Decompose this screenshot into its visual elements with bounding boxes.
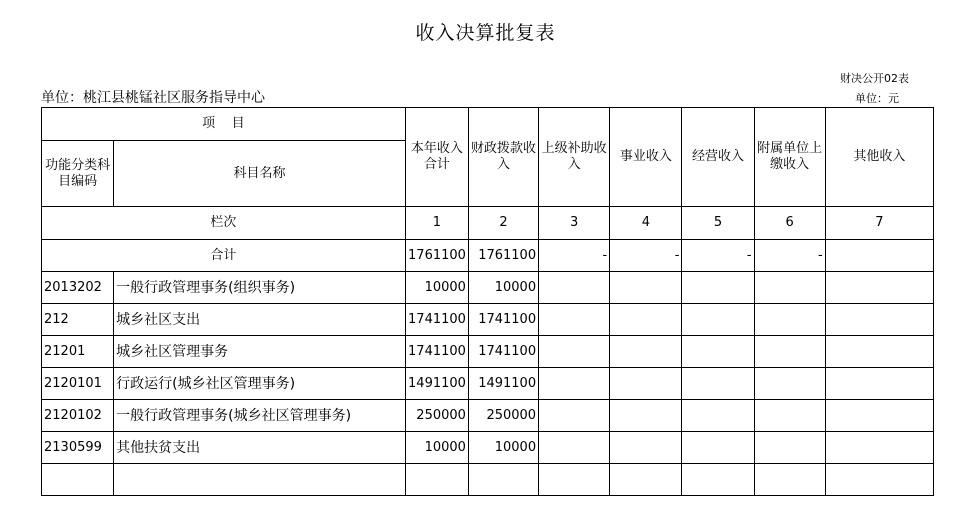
row-code: 21201 [42, 336, 114, 368]
unit-value: 桃江县桃锰社区服务指导中心 [83, 90, 265, 106]
row-value [539, 464, 610, 496]
total-value [825, 240, 933, 272]
row-value: 250000 [405, 400, 468, 432]
table-row [42, 464, 934, 496]
row-value [610, 464, 682, 496]
header-col-1: 本年收入合计 [405, 108, 468, 207]
row-name: 行政运行(城乡社区管理事务) [114, 368, 406, 400]
total-value: - [539, 240, 610, 272]
row-value [682, 304, 754, 336]
table-row [42, 272, 934, 304]
row-value: 1741100 [468, 304, 538, 336]
table-row [42, 336, 934, 368]
total-value: - [682, 240, 754, 272]
row-value: 1741100 [468, 336, 538, 368]
row-value [610, 432, 682, 464]
total-row [42, 240, 934, 272]
header-col-7: 其他收入 [825, 108, 933, 207]
row-value [610, 368, 682, 400]
table-row [42, 432, 934, 464]
total-value: - [754, 240, 825, 272]
row-value [682, 400, 754, 432]
row-code [42, 464, 114, 496]
row-value [754, 432, 825, 464]
row-value [754, 304, 825, 336]
row-value [539, 272, 610, 304]
header-col-5: 经营收入 [682, 108, 754, 207]
form-code: 财决公开02表 [840, 72, 909, 85]
row-value [539, 304, 610, 336]
order-label: 栏次 [42, 207, 406, 240]
row-value [405, 464, 468, 496]
row-value: 10000 [405, 432, 468, 464]
row-value [610, 272, 682, 304]
row-value [682, 336, 754, 368]
row-value: 1741100 [405, 336, 468, 368]
row-value [754, 464, 825, 496]
header-item: 项 目 [42, 108, 406, 141]
row-value: 10000 [468, 272, 538, 304]
row-code: 2120102 [42, 400, 114, 432]
row-value: 1491100 [405, 368, 468, 400]
revenue-table [41, 107, 934, 496]
row-value [539, 336, 610, 368]
row-code: 2013202 [42, 272, 114, 304]
row-value [825, 368, 933, 400]
row-value [539, 400, 610, 432]
row-value [682, 464, 754, 496]
row-value [825, 336, 933, 368]
order-number: 6 [754, 207, 825, 240]
header-col-4: 事业收入 [610, 108, 682, 207]
row-value: 1491100 [468, 368, 538, 400]
page-title: 收入决算批复表 [415, 22, 556, 44]
row-code: 212 [42, 304, 114, 336]
row-value [754, 368, 825, 400]
order-number: 4 [610, 207, 682, 240]
row-value [539, 432, 610, 464]
row-name: 一般行政管理事务(城乡社区管理事务) [114, 400, 406, 432]
unit-name [41, 87, 265, 107]
row-value: 10000 [405, 272, 468, 304]
row-value [754, 336, 825, 368]
row-value: 10000 [468, 432, 538, 464]
row-value [754, 400, 825, 432]
unit-label: 单位： [41, 90, 83, 106]
row-value [610, 336, 682, 368]
order-number: 3 [539, 207, 610, 240]
order-number: 1 [405, 207, 468, 240]
total-value: 1761100 [405, 240, 468, 272]
header-code: 功能分类科目编码 [42, 141, 114, 207]
row-value [825, 304, 933, 336]
row-value [610, 400, 682, 432]
row-value [682, 368, 754, 400]
header-col-3: 上级补助收入 [539, 108, 610, 207]
row-value [825, 432, 933, 464]
row-value [468, 464, 538, 496]
row-code: 2130599 [42, 432, 114, 464]
order-number: 7 [825, 207, 933, 240]
header-col-6: 附属单位上缴收入 [754, 108, 825, 207]
row-value [682, 432, 754, 464]
currency-unit: 单位：元 [855, 92, 899, 105]
table-row [42, 400, 934, 432]
total-label: 合计 [42, 240, 406, 272]
row-name: 其他扶贫支出 [114, 432, 406, 464]
order-row [42, 207, 934, 240]
table-row [42, 368, 934, 400]
row-value: 250000 [468, 400, 538, 432]
row-code: 2120101 [42, 368, 114, 400]
order-number: 2 [468, 207, 538, 240]
row-value [682, 272, 754, 304]
row-value [610, 304, 682, 336]
row-value [754, 272, 825, 304]
order-number: 5 [682, 207, 754, 240]
row-name: 城乡社区支出 [114, 304, 406, 336]
row-name: 一般行政管理事务(组织事务) [114, 272, 406, 304]
row-value: 1741100 [405, 304, 468, 336]
header-row-1 [42, 108, 934, 141]
row-value [539, 368, 610, 400]
total-value: - [610, 240, 682, 272]
row-value [825, 464, 933, 496]
header-name: 科目名称 [114, 141, 406, 207]
header-col-2: 财政拨款收入 [468, 108, 538, 207]
row-value [825, 272, 933, 304]
row-name: 城乡社区管理事务 [114, 336, 406, 368]
table-row [42, 304, 934, 336]
row-value [825, 400, 933, 432]
total-value: 1761100 [468, 240, 538, 272]
row-name [114, 464, 406, 496]
